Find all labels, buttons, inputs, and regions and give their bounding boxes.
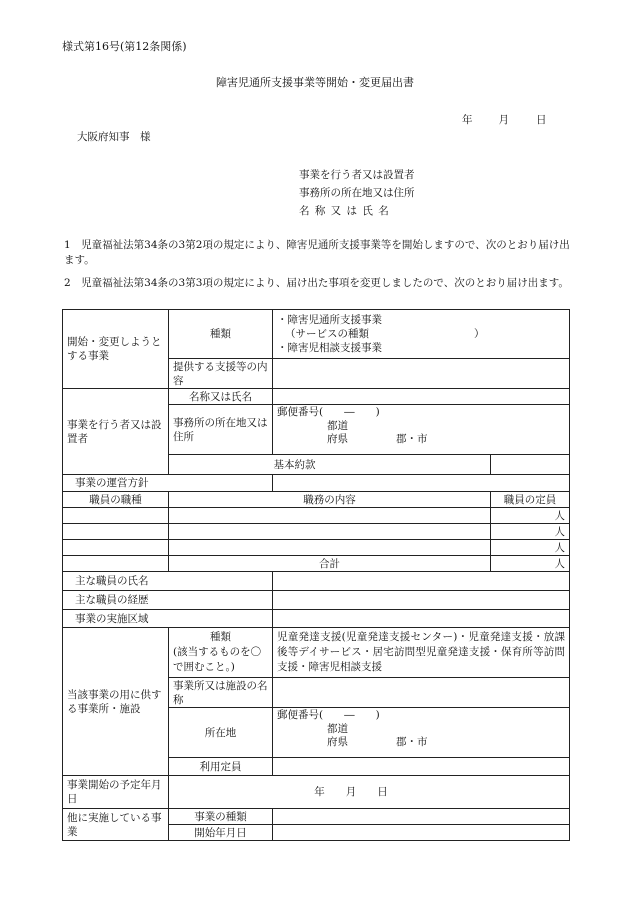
articles-label: 基本約款 — [169, 455, 491, 475]
day-label: 日 — [536, 114, 547, 126]
operator-line-2: 事務所の所在地又は住所 — [299, 187, 415, 199]
main-staff-names-field[interactable] — [273, 572, 570, 591]
quota-header: 職員の定員 — [491, 492, 570, 508]
staff-total-quota[interactable]: 人 — [491, 556, 570, 572]
notification-form-table — [62, 309, 570, 841]
operator-block — [299, 166, 415, 220]
articles-field[interactable] — [491, 455, 570, 475]
start-date-field[interactable]: 年 月 日 — [169, 776, 570, 809]
area-field[interactable] — [273, 610, 570, 628]
kind-label: 種類 — [169, 310, 273, 359]
staff-total-label: 合計 — [169, 556, 491, 572]
staff-row-2-duty[interactable] — [169, 524, 491, 540]
location-field[interactable]: 郵便番号( ― ) 都道 府県 郡・市 — [273, 708, 570, 758]
office-address-field[interactable]: 郵便番号( ― ) 都道 府県 郡・市 — [273, 405, 570, 455]
staff-row-1-quota[interactable]: 人 — [491, 508, 570, 524]
note-paragraph-2: 2 児童福祉法第34条の3第3項の規定により、届け出た事項を変更しましたので、次のとおり届け出ます。 — [64, 277, 569, 289]
facility-kind-list[interactable]: 児童発達支援(児童発達支援センター)・児童発達支援・放課後等デイサービス・居宅訪問型児童発達支援・保育所等訪問支援・障害児相談支援 — [273, 628, 570, 678]
staff-row-1-duty[interactable] — [169, 508, 491, 524]
name-label: 名称又は氏名 — [169, 389, 273, 405]
other-kind-label: 事業の種類 — [169, 809, 273, 825]
facility-name-field[interactable] — [273, 678, 570, 708]
policy-label: 事業の運営方針 — [63, 475, 273, 492]
operator-line-3: 名 称 又 は 氏 名 — [299, 205, 390, 217]
note-paragraph-1: 1 児童福祉法第34条の3第2項の規定により、障害児通所支援事業等を開始しますので、次のとおり届け出ます。 — [64, 239, 570, 266]
year-label: 年 — [462, 114, 473, 126]
capacity-label: 利用定員 — [169, 758, 273, 776]
location-label: 所在地 — [169, 708, 273, 758]
support-content-field[interactable] — [273, 359, 570, 389]
staff-row-3-type[interactable] — [63, 540, 169, 556]
staff-row-3-quota[interactable]: 人 — [491, 540, 570, 556]
staff-row-3-duty[interactable] — [169, 540, 491, 556]
document-title: 障害児通所支援事業等開始・変更届出書 — [216, 76, 414, 89]
duty-header: 職務の内容 — [169, 492, 491, 508]
main-staff-career-label: 主な職員の経歴 — [63, 591, 273, 610]
operator-line-1: 事業を行う者又は設置者 — [299, 169, 415, 181]
form-number: 様式第16号(第12条関係) — [62, 40, 187, 53]
main-staff-career-field[interactable] — [273, 591, 570, 610]
capacity-field[interactable] — [273, 758, 570, 776]
staff-row-2-type[interactable] — [63, 524, 169, 540]
date-line — [462, 112, 547, 127]
staff-row-1-type[interactable] — [63, 508, 169, 524]
facility-name-label: 事業所又は施設の名称 — [169, 678, 273, 708]
other-start-label: 開始年月日 — [169, 825, 273, 841]
other-business-label: 他に実施している事業 — [63, 809, 169, 841]
start-change-label: 開始・変更しようとする事業 — [63, 310, 169, 389]
facility-kind-label: 種類 (該当するものを〇で囲むこと。) — [169, 628, 273, 678]
facility-label: 当該事業の用に供する事業所・施設 — [63, 628, 169, 776]
area-label: 事業の実施区域 — [63, 610, 273, 628]
kind-options[interactable]: ・障害児通所支援事業 （サービスの種類 ） ・障害児相談支援事業 — [273, 310, 570, 359]
staff-total-blank — [63, 556, 169, 572]
name-field[interactable] — [273, 389, 570, 405]
policy-field[interactable] — [273, 475, 570, 492]
support-content-label: 提供する支援等の内容 — [169, 359, 273, 389]
other-kind-field[interactable] — [273, 809, 570, 825]
main-staff-names-label: 主な職員の氏名 — [63, 572, 273, 591]
other-start-field[interactable] — [273, 825, 570, 841]
staff-type-header: 職員の職種 — [63, 492, 169, 508]
operator-label: 事業を行う者又は設置者 — [63, 389, 169, 475]
start-date-label: 事業開始の予定年月日 — [63, 776, 169, 809]
addressee: 大阪府知事 様 — [77, 131, 151, 143]
office-address-label: 事務所の所在地又は住所 — [169, 405, 273, 455]
staff-row-2-quota[interactable]: 人 — [491, 524, 570, 540]
month-label: 月 — [498, 114, 509, 126]
